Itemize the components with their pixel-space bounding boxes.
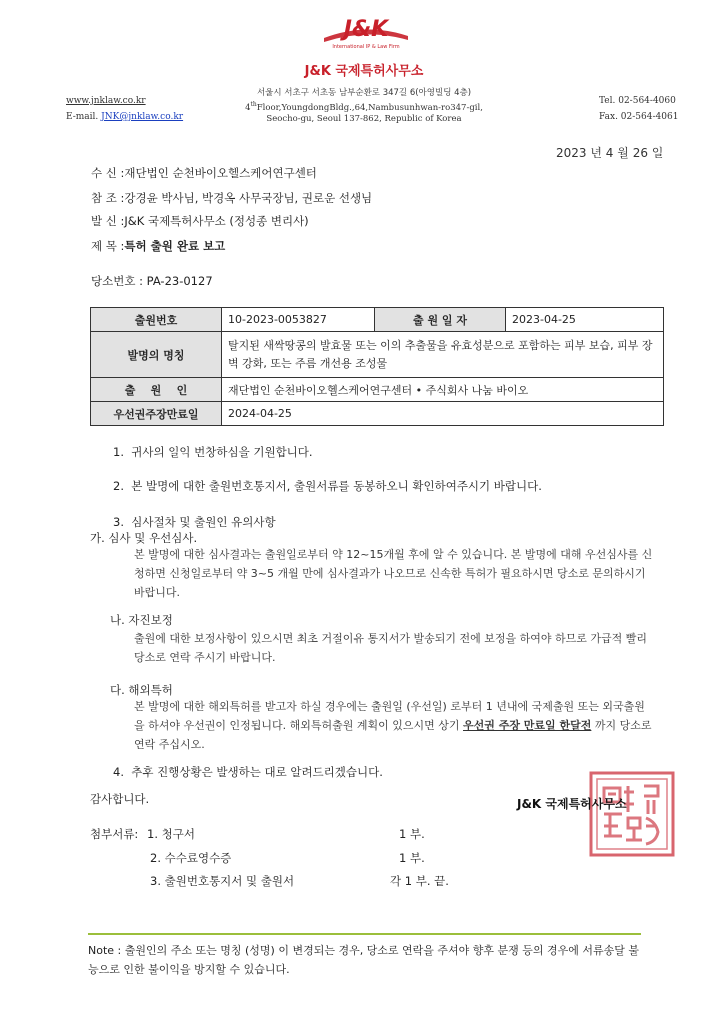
invention-title-value: 탈지된 새싹땅콩의 발효물 또는 이의 추출물을 유효성분으로 포함하는 피부 보습, 피부 장벽 강화, 또는 주름 개선용 조성물 [222,332,664,378]
section-b-text: 출원에 대한 보정사항이 있으시면 최초 거절이유 통지서가 발송되기 전에 보정을 하여야 하므로 가급적 빨리 당소로 연락 주시기 바랍니다. [134,632,647,664]
note-divider [88,933,641,935]
invention-title-label: 발명의 명칭 [91,332,222,378]
section-b-title: 나. 자진보정 [110,613,173,627]
subject-text: 특허 출원 완료 보고 [124,239,226,253]
attachment-qty: 1 부. [399,827,425,841]
attachment-item: 3. 출원번호통지서 및 출원서 [150,874,295,888]
sender-line: 발 신 :J&K 국제특허사무소 (정성종 변리사) [91,214,309,228]
address-korean: 서울시 서초구 서초동 남부순환로 347길 6(아영빌딩 4층) [256,88,472,98]
app-date-label: 출 원 일 자 [375,308,506,332]
app-no-value: 10-2023-0053827 [222,308,375,332]
attachment-qty: 1 부. [399,851,425,865]
applicant-label: 출 원 인 [91,378,222,402]
section-c-title: 다. 해외특허 [110,683,173,697]
priority-deadline-emphasis: 우선권 주장 만료일 한달전 [463,719,592,732]
applicant-value: 재단법인 순천바이오헬스케어연구센터 • 주식회사 나눔 바이오 [222,378,664,402]
letter-date: 2023 년 4 월 26 일 [556,146,664,160]
subject-line [91,238,225,254]
address-english-line1: 4thFloor,YoungdongBldg.,64,Nambusunhwan-ro347-gil, [245,101,483,113]
section-a-text: 본 발명에 대한 심사결과는 출원일로부터 약 12~15개월 후에 알 수 있습니다. 본 발명에 대해 우선심사를 신청하면 신청일로부터 약 3~5 개월 만에 심사결과가 나오므로 신속한 특허가 필요하시면 당소로 문의하시기 바랍니다. [134,548,653,599]
attachment-item: 2. 수수료영수증 [150,851,232,865]
section-c-text: 본 발명에 대한 해외특허를 받고자 하실 경우에는 출원일 (우선일) 로부터 1 년내에 국제출원 또는 외국출원을 하셔야 우선권이 인정됩니다. 해외특허출원 계획이 있으시면 상기 우선권 주장 만료일 한달전 까지 당소로 연락 주십시오. [134,700,652,751]
priority-deadline-label: 우선권주장만료일 [91,402,222,426]
address-english-line2: Seocho-gu, Seoul 137-862, Republic of Korea [266,114,462,124]
attachments-label: 첨부서류: [90,827,139,841]
attachment-qty: 각 1 부. 끝. [390,874,449,888]
footer-note: Note : 출원인의 주소 또는 명칭 (성명) 이 변경되는 경우, 당소로 연락을 주셔야 향후 분쟁 등의 경우에 서류송달 불능으로 인한 불이익을 방지할 수 있습니다. [88,944,640,976]
email-link[interactable]: JNK@jnklaw.co.kr [101,112,184,122]
item-2: 2. 본 발명에 대한 출원번호통지서, 출원서류를 동봉하오니 확인하여주시기 바랍니다. [113,479,542,493]
attachment-item: 1. 청구서 [147,827,195,841]
svg-text:J&K: J&K [343,17,389,42]
section-a-title: 가. 심사 및 우선심사. [90,531,198,545]
signature-firm-name: J&K 국제특허사무소 [517,797,627,811]
closing-thanks: 감사합니다. [90,792,150,806]
fax-number: Fax. 02-564-4061 [599,112,679,122]
item-4: 4. 추후 진행상황은 발생하는 대로 알려드리겠습니다. [113,765,383,779]
reference-number: 당소번호 : PA-23-0127 [91,274,213,288]
company-seal-stamp [588,770,676,858]
website-link[interactable]: www.jnklaw.co.kr [66,96,146,106]
email-line [66,112,183,122]
item-1: 1. 귀사의 일익 번창하심을 기원합니다. [113,445,313,459]
cc-line: 참 조 :강경윤 박사님, 박경옥 사무국장님, 권로운 선생님 [91,191,373,205]
svg-text:International IP & Law Firm: International IP & Law Firm [332,44,400,50]
email-label: E-mail. [66,112,99,122]
application-info-table [90,307,664,426]
recipient-line: 수 신 :재단법인 순천바이오헬스케어연구센터 [91,166,317,180]
jk-logo [318,14,414,52]
app-date-value: 2023-04-25 [506,308,664,332]
priority-deadline-value: 2024-04-25 [222,402,664,426]
item-3: 3. 심사절차 및 출원인 유의사항 [113,515,276,529]
tel-number: Tel. 02-564-4060 [599,96,676,106]
subject-label: 제 목 : [91,239,125,253]
firm-name: J&K 국제특허사무소 [304,64,424,79]
app-no-label: 출원번호 [91,308,222,332]
